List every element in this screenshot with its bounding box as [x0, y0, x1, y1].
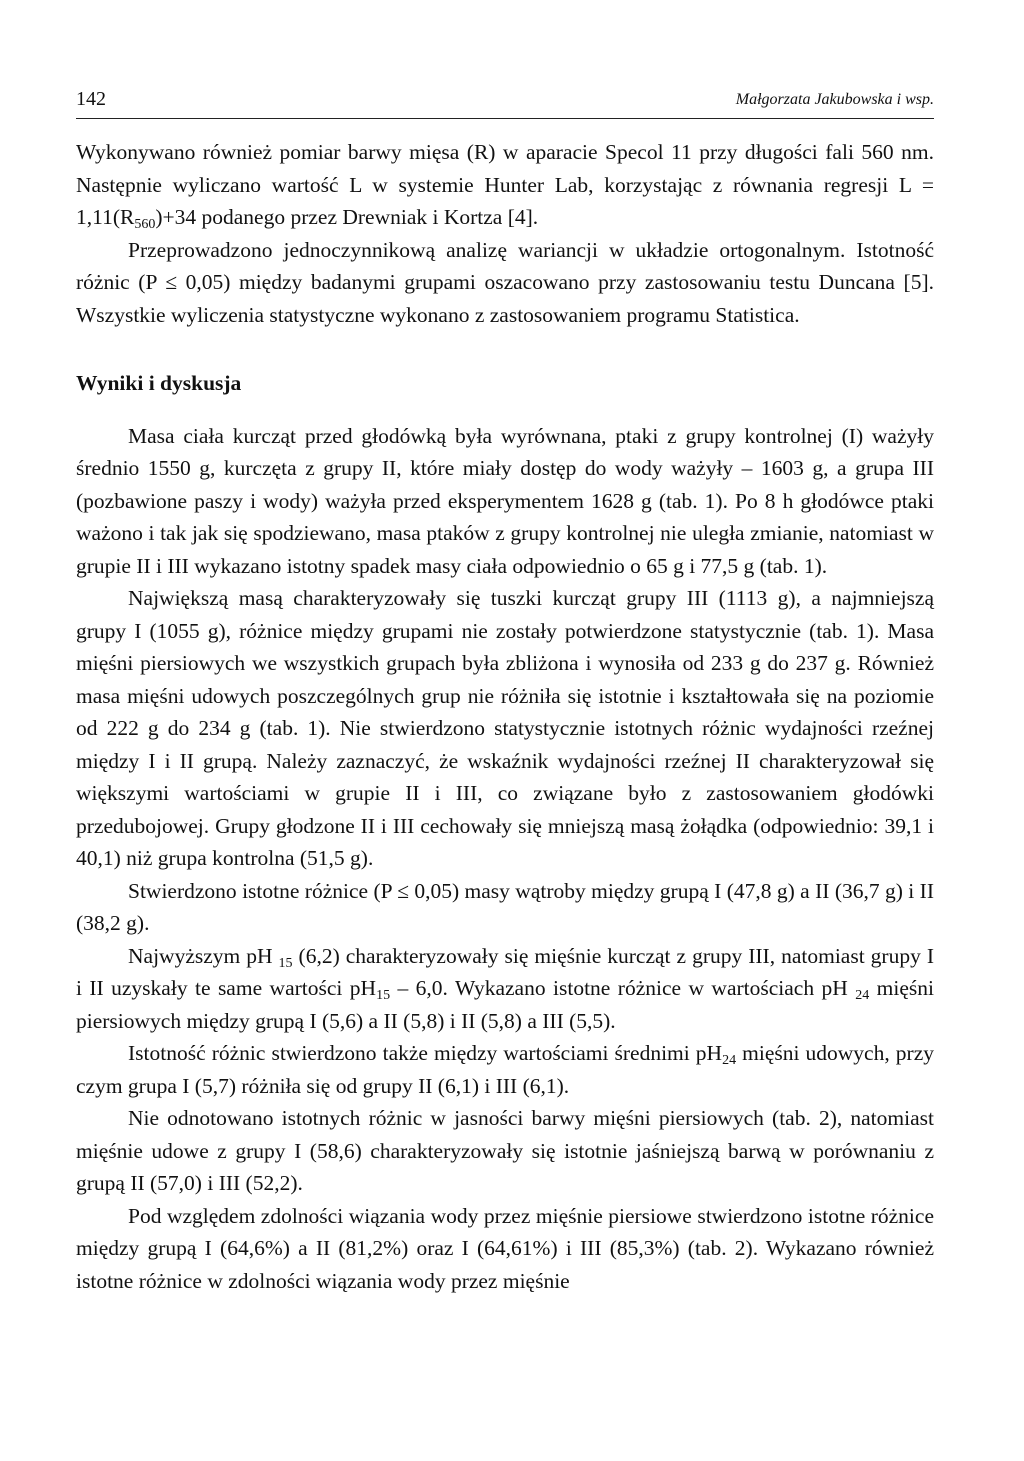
running-head: Małgorzata Jakubowska i wsp. — [735, 91, 934, 108]
results-paragraph-7: Pod względem zdolności wiązania wody przez mięśnie piersiowe stwierdzono istotne różnice między grupą I (64,6%) a II (81,2%) oraz I (64,61%) i III (85,3%) (tab. 2). Wykazano również istotne różnice w zdolności wiązania wody przez mięśnie — [76, 1203, 934, 1293]
methods-paragraph-2: Przeprowadzono jednoczynnikową analizę wariancji w układzie ortogonalnym. Istotność różnic (P ≤ 0,05) między badanymi grupami oszacowano przy zastosowaniu testu Duncana [5]. Wszystkie wyliczenia statystyczne wykonano z zastosowaniem programu Statistica. — [76, 237, 934, 327]
page-number: 142 — [76, 88, 106, 110]
results-paragraph-5: Istotność różnic stwierdzono także między wartościami średnimi $pH_{24}$ mięśni udowych, przy czym grupa I (5,7) różniła się od grupy II (6,1) i III (6,1). — [76, 1041, 934, 1098]
section-heading: Wyniki i dyskusja — [76, 371, 242, 395]
results-paragraph-1: Masa ciała kurcząt przed głodówką była wyrównana, ptaki z grupy kontrolnej (I) ważyły średnio 1550 g, kurczęta z grupy II, które miały dostęp do wody ważyły – 1603 g, a grupa III (pozbawione paszy i wody) ważyła przed eksperymentem 1628 g (tab. 1). Po 8 h głodówce ptaki ważono i tak jak się spodziewano, masa ptaków z grupy kontrolnej nie uległa zmianie, natomiast w grupie II i III wykazano istotny spadek masy ciała odpowiednio o 65 g i 77,5 g (tab. 1). — [76, 423, 934, 578]
results-paragraph-2: Największą masą charakteryzowały się tuszki kurcząt grupy III (1113 g), a najmniejszą grupy I (1055 g), różnice między grupami nie zostały potwierdzone statystycznie (tab. 1). Masa mięśni piersiowych we wszystkich grupach była zbliżona i wynosiła od 233 g do 237 g. Również masa mięśni udowych poszczególnych grup nie różniła się istotnie i kształtowała się na poziomie od 222 g do 234 g (tab. 1). Nie stwierdzono statystycznie istotnych różnic wydajności rzeźnej między I i II grupą. Należy zaznaczyć, że wskaźnik wydajności rzeźnej II charakteryzował się większymi wartościami w grupie II i III, co związane było z zastosowaniem głodówki przedubojowej. Grupy głodzone II i III cechowały się mniejszą masą żołądka (odpowiednio: 39,1 i 40,1) niż grupa kontrolna (51,5 g). — [76, 586, 934, 870]
results-paragraph-3: Stwierdzono istotne różnice (P ≤ 0,05) masy wątroby między grupą I (47,8 g) a II (36,7 g) i II (38,2 g). — [76, 878, 934, 935]
results-paragraph-4: Najwyższym pH $_{15}$ (6,2) charakteryzowały się mięśnie kurcząt z grupy III, natomiast grupy I i II uzyskały te same wartości $pH_{15} - 6,0$. Wykazano istotne różnice w wartościach pH $_{24}$ mięśni piersiowych między grupą I (5,6) a II (5,8) i II (5,8) a III (5,5). — [76, 943, 934, 1033]
page-body — [76, 136, 934, 1297]
page-header — [76, 88, 934, 119]
results-paragraph-6: Nie odnotowano istotnych różnic w jasności barwy mięśni piersiowych (tab. 2), natomiast mięśnie udowe z grupy I (58,6) charakteryzowały się istotnie jaśniejszą barwą w porównaniu z grupą II (57,0) i III (52,2). — [76, 1106, 934, 1195]
methods-paragraph-1: Wykonywano również pomiar barwy mięsa (R) w aparacie Specol 11 przy długości fali 560 nm. Następnie wyliczano wartość L w systemie Hunter Lab, korzystając z równania regresji $L = 1,11(R_{560})+34$ podanego przez Drewniak i Kortza [4]. — [76, 140, 934, 232]
